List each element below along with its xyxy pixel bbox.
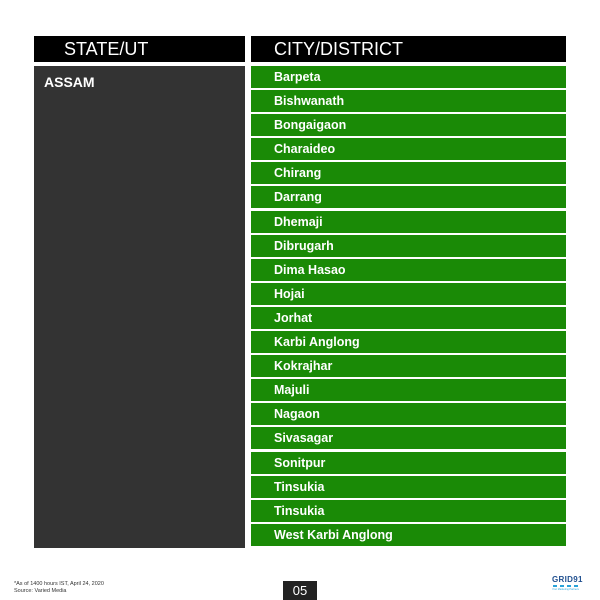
district-row: Bongaigaon <box>251 114 566 136</box>
district-row: Jorhat <box>251 307 566 329</box>
district-row: Majuli <box>251 379 566 401</box>
district-row: Nagaon <box>251 403 566 425</box>
district-row: Dibrugarh <box>251 235 566 257</box>
district-row: Charaideo <box>251 138 566 160</box>
logo-wordmark: GRID91 <box>552 575 583 584</box>
page-number: 05 <box>283 581 317 600</box>
district-row: Darrang <box>251 186 566 208</box>
district-row: West Karbi Anglong <box>251 524 566 546</box>
city-column-header: CITY/DISTRICT <box>251 36 566 62</box>
district-row: Dima Hasao <box>251 259 566 281</box>
district-row: Chirang <box>251 162 566 184</box>
footnote-source: Source: Varied Media <box>14 588 67 594</box>
district-row: Tinsukia <box>251 476 566 498</box>
logo-tagline: Your Marketing Partners <box>552 588 579 591</box>
footnote <box>14 581 104 595</box>
district-row: Sonitpur <box>251 452 566 474</box>
district-row: Bishwanath <box>251 90 566 112</box>
district-row: Tinsukia <box>251 500 566 522</box>
district-row: Kokrajhar <box>251 355 566 377</box>
district-row: Dhemaji <box>251 211 566 233</box>
state-column-header: STATE/UT <box>34 36 245 62</box>
district-list <box>251 66 566 548</box>
grid91-logo <box>552 575 592 595</box>
district-row: Hojai <box>251 283 566 305</box>
logo-dots-icon <box>553 585 592 587</box>
state-name: ASSAM <box>44 74 95 90</box>
district-row: Karbi Anglong <box>251 331 566 353</box>
district-row: Sivasagar <box>251 427 566 449</box>
footnote-timestamp: *As of 1400 hours IST, April 24, 2020 <box>14 581 104 587</box>
state-panel <box>34 66 245 548</box>
district-row: Barpeta <box>251 66 566 88</box>
